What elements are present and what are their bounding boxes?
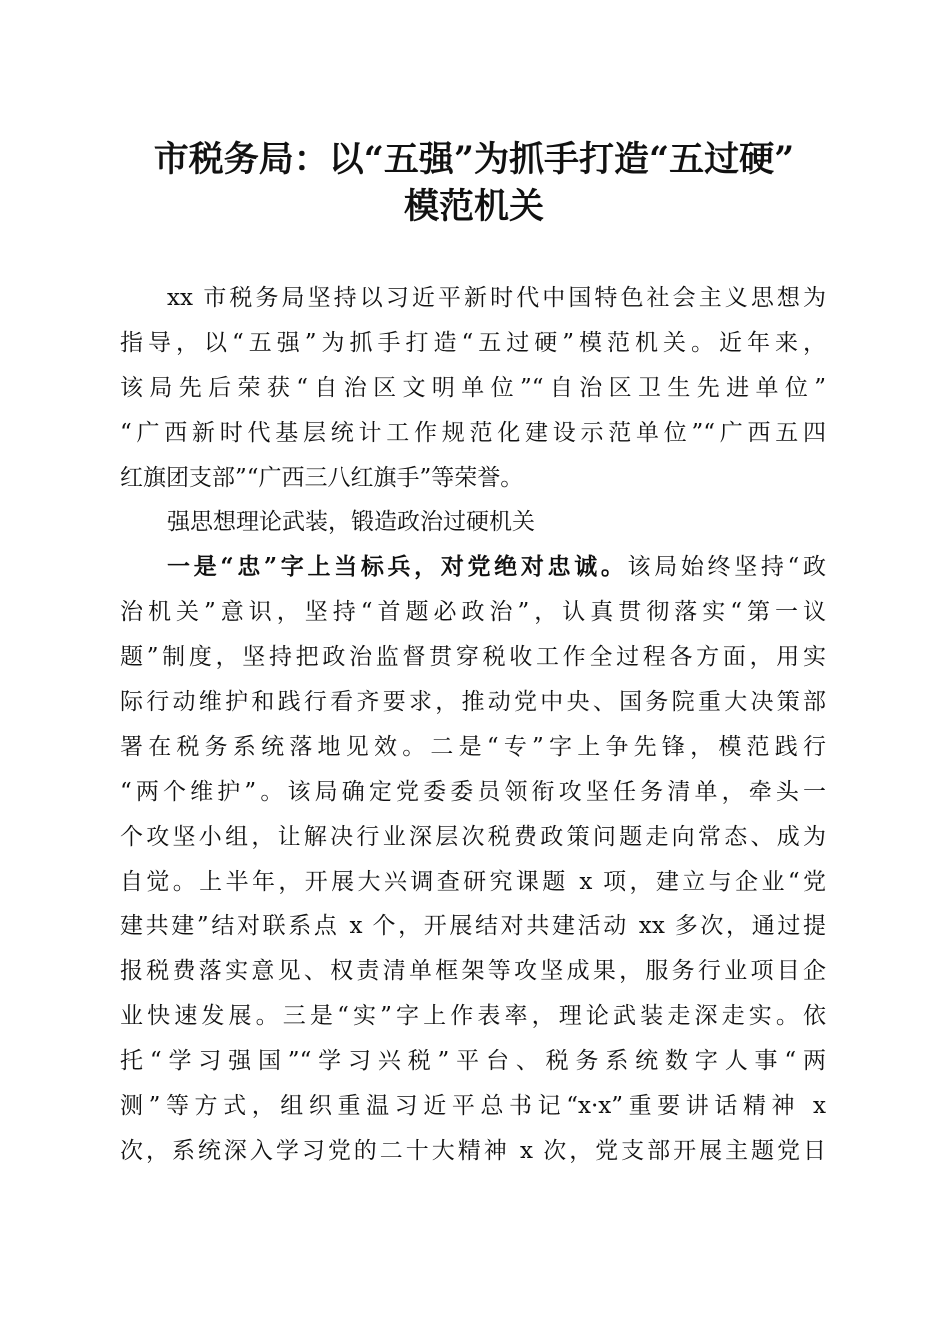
intro-line: 红旗团支部”“广西三八红旗手”等荣誉。 — [120, 464, 524, 491]
intro-line: “广西新时代基层统计工作规范化建设示范单位”“广西五四 — [120, 419, 826, 446]
document-title — [118, 136, 830, 230]
para-line: 题”制度，坚持把政治监督贯穿税收工作全过程各方面，用实 — [120, 644, 826, 671]
intro-line: xx 市税务局坚持以习近平新时代中国特色社会主义思想为 — [167, 285, 826, 311]
para-line: 建共建”结对联系点 x 个，开展结对共建活动 xx 多次，通过提 — [120, 913, 826, 940]
para-line: 次，系统深入学习党的二十大精神 x 次，党支部开展主题党日 — [120, 1137, 826, 1164]
section-heading: 强思想理论武装，锻造政治过硬机关 — [167, 509, 535, 536]
para-line: 治机关”意识，坚持“首题必政治”，认真贯彻落实“第一议 — [120, 599, 826, 626]
para-line: 自觉。上半年，开展大兴调查研究课题 x 项，建立与企业“党 — [120, 868, 826, 895]
title-line-2: 模范机关 — [403, 186, 544, 227]
intro-line: 该局先后荣获“自治区文明单位”“自治区卫生先进单位” — [120, 374, 826, 401]
document-body — [120, 276, 826, 1174]
para-text: 该局始终坚持“政 — [627, 554, 826, 581]
para-line: 托“学习强国”“学习兴税”平台、税务系统数字人事“两 — [120, 1048, 826, 1075]
title-line-1: 市税务局：以“五强”为抓手打造“五过硬” — [153, 139, 795, 180]
bold-lead: 一是“忠”字上当标兵，对党绝对忠诚。 — [167, 553, 628, 581]
para-line: 业快速发展。三是“实”字上作表率，理论武装走深走实。依 — [120, 1003, 826, 1030]
para-line — [120, 545, 826, 590]
para-line: 际行动维护和践行看齐要求，推动党中央、国务院重大决策部 — [120, 689, 826, 716]
para-line: 个攻坚小组，让解决行业深层次税费政策问题走向常态、成为 — [120, 823, 826, 850]
para-line: 测”等方式，组织重温习近平总书记“x·x”重要讲话精神 x — [120, 1093, 826, 1120]
para-line: 报税费落实意见、权责清单框架等攻坚成果，服务行业项目企 — [120, 958, 826, 985]
para-line: 署在税务系统落地见效。二是“专”字上争先锋，模范践行 — [120, 733, 826, 760]
para-line: “两个维护”。该局确定党委委员领衔攻坚任务清单，牵头一 — [120, 778, 826, 805]
intro-line: 指导，以“五强”为抓手打造“五过硬”模范机关。近年来， — [120, 329, 826, 356]
